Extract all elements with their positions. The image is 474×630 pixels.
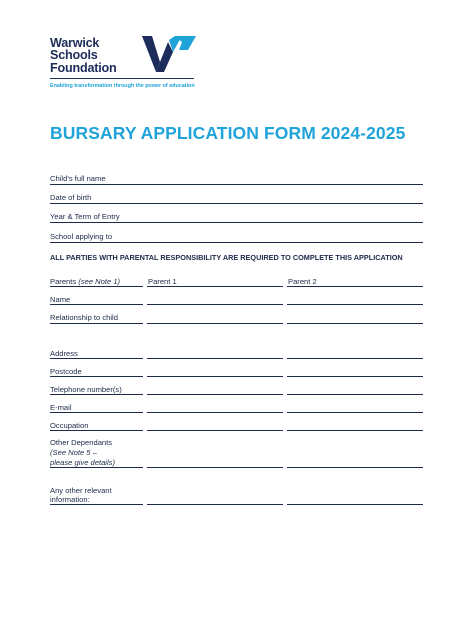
relationship-label: Relationship to child (50, 313, 118, 322)
parent-1-dependants-field[interactable] (147, 467, 283, 468)
school-applying-label: School applying to (50, 232, 113, 241)
parent-1-heading: Parent 1 (148, 277, 177, 286)
logo-line-1: Warwick (50, 36, 100, 50)
parent-2-postcode-field[interactable] (287, 376, 423, 377)
relationship-label-rule (50, 323, 143, 324)
parental-responsibility-notice: ALL PARTIES WITH PARENTAL RESPONSIBILITY ARE REQUIRED TO COMPLETE THIS APPLICATION (50, 253, 403, 262)
parent-1-heading-rule (147, 286, 283, 287)
form-title: BURSARY APPLICATION FORM 2024-2025 (50, 123, 406, 143)
occupation-label-rule (50, 430, 143, 431)
other-info-label-1: Any other relevant (50, 486, 112, 495)
name-label: Name (50, 295, 71, 304)
logo-line-3: Foundation (50, 60, 117, 75)
parents-note: (see Note 1) (78, 277, 121, 286)
w-logo-icon (142, 36, 196, 72)
child-full-name-label: Child’s full name (50, 174, 106, 183)
tagline: Enabling transformation through the power of education (50, 83, 195, 89)
parent-1-occupation-field[interactable] (147, 430, 283, 431)
parent-1-name-field[interactable] (147, 304, 283, 305)
postcode-label: Postcode (50, 367, 82, 376)
parents-label-rule (50, 286, 143, 287)
parents-label-text: Parents (50, 277, 77, 286)
dependants-note-2: please give details) (50, 458, 116, 467)
dependants-note-line-2 (50, 458, 115, 467)
address-label-rule (50, 358, 143, 359)
occupation-label: Occupation (50, 421, 89, 430)
parent-2-occupation-field[interactable] (287, 430, 423, 431)
parent-2-heading: Parent 2 (288, 277, 317, 286)
postcode-label-rule (50, 376, 143, 377)
parent-1-other-info-field[interactable] (147, 504, 283, 505)
date-of-birth-label: Date of birth (50, 193, 92, 202)
school-applying-field[interactable] (50, 242, 423, 243)
address-label: Address (50, 349, 78, 358)
parent-2-dependants-field[interactable] (287, 467, 423, 468)
parent-2-relationship-field[interactable] (287, 323, 423, 324)
other-info-label-rule (50, 504, 143, 505)
parent-2-name-field[interactable] (287, 304, 423, 305)
dependants-note-line-1 (50, 448, 97, 457)
email-label-rule (50, 412, 143, 413)
parent-2-heading-rule (287, 286, 423, 287)
parent-1-relationship-field[interactable] (147, 323, 283, 324)
dependants-label-rule (50, 467, 143, 468)
name-label-rule (50, 304, 143, 305)
parent-2-telephone-field[interactable] (287, 394, 423, 395)
parent-2-other-info-field[interactable] (287, 504, 423, 505)
dependants-note-1: (See Note 5 – (50, 448, 97, 457)
header-divider (50, 78, 194, 79)
dependants-label: Other Dependants (50, 438, 113, 447)
parent-1-email-field[interactable] (147, 412, 283, 413)
child-full-name-field[interactable] (50, 184, 423, 185)
date-of-birth-field[interactable] (50, 203, 423, 204)
year-term-entry-label: Year & Term of Entry (50, 212, 120, 221)
parents-label (50, 277, 120, 286)
year-term-entry-field[interactable] (50, 222, 423, 223)
parent-2-address-field[interactable] (287, 358, 423, 359)
parent-1-address-field[interactable] (147, 358, 283, 359)
telephone-label-rule (50, 394, 143, 395)
parent-1-telephone-field[interactable] (147, 394, 283, 395)
telephone-label: Telephone number(s) (50, 385, 122, 394)
parent-1-postcode-field[interactable] (147, 376, 283, 377)
other-info-label-2: information: (50, 495, 90, 504)
logo-line-2: Schools (50, 48, 98, 63)
email-label: E-mail (50, 403, 72, 412)
logo-wordmark (50, 37, 150, 74)
parent-2-email-field[interactable] (287, 412, 423, 413)
